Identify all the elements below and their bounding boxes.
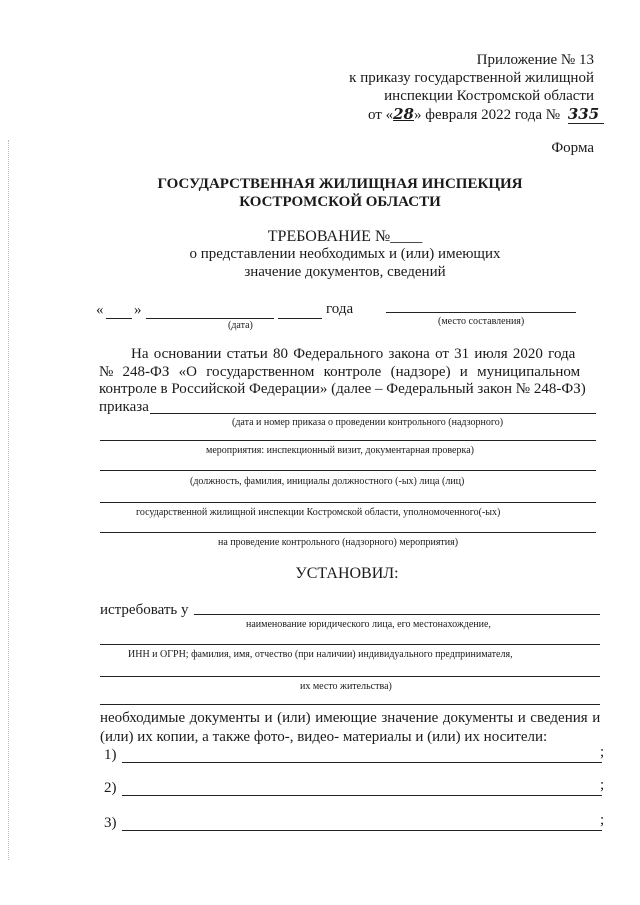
appendix-order-line: к приказу государственной жилищной [349,70,594,86]
documents-line1: необходимые документы и (или) имеющие значение документы и сведения и [100,710,601,726]
year-word: года [326,301,354,317]
documents-line2: (или) их копии, а также фото-, видео- материалы и (или) их носители: [100,729,548,745]
month-field[interactable] [146,318,274,319]
event-caption: мероприятия: инспекционный визит, документарная проверка) [206,445,474,456]
document-item-number: 1) [104,747,117,763]
document-item-end: ; [600,744,605,760]
date-caption: (дата) [228,320,253,331]
request-inn-caption: ИНН и ОГРН; фамилия, имя, отчество (при наличии) индивидуального предпринимателя, [128,649,513,660]
place-caption: (место составления) [438,316,525,327]
request-entity-caption: наименование юридического лица, его местонахождение, [246,619,491,630]
document-title: ТРЕБОВАНИЕ №____ [267,228,423,245]
official-field[interactable] [100,470,596,471]
date-close-quote: » [134,302,142,318]
handwritten-day: 28 [393,105,414,123]
basis-line3: контроле в Российской Федерации» (далее – Федеральный закон № 248-ФЗ) [99,381,586,397]
request-residence-field[interactable] [100,676,600,677]
appendix-date-line [368,105,604,124]
day-field[interactable] [106,318,132,319]
order-word: приказа [99,399,149,415]
document-item-end: ; [600,777,605,793]
basis-line2: № 248-ФЗ «О государственном контроле (надзоре) и муниципальном [99,364,581,380]
document-item-number: 2) [104,780,117,796]
event-authorized-caption: на проведение контрольного (надзорного) мероприятия) [218,537,459,548]
org-name-line2: КОСТРОМСКОЙ ОБЛАСТИ [239,194,441,210]
place-field[interactable] [386,312,576,313]
appendix-authority-line: инспекции Костромской области [384,88,594,104]
document-item-field[interactable] [122,795,602,796]
document-item-field[interactable] [122,830,602,831]
request-entity-field[interactable] [194,614,600,615]
year-field[interactable] [278,318,322,319]
form-label: Форма [551,140,594,156]
document-item-field[interactable] [122,762,602,763]
order-caption: (дата и номер приказа о проведении контрольного (надзорного) [232,417,504,428]
document-subtitle-line2: значение документов, сведений [244,264,446,280]
authority-caption: государственной жилищной инспекции Костромской области, уполномоченного(-ых) [136,507,501,518]
authority-field[interactable] [100,502,596,503]
date-open-quote: « [96,302,104,318]
order-field[interactable] [150,413,596,414]
document-subtitle-line1: о представлении необходимых и (или) имеющих [189,246,501,262]
handwritten-order-number: 335 [568,105,604,124]
event-field[interactable] [100,440,596,441]
request-residence-caption: их место жительства) [300,681,392,692]
request-inn-field[interactable] [100,644,600,645]
date-middle: » февраля 2022 года № [413,107,561,123]
org-name-line1: ГОСУДАРСТВЕННАЯ ЖИЛИЩНАЯ ИНСПЕКЦИЯ [157,176,523,192]
event-authorized-field[interactable] [100,532,596,533]
document-item-end: ; [600,812,605,828]
appendix-number: Приложение № 13 [476,52,594,68]
request-extra-field[interactable] [100,704,600,705]
request-word: истребовать у [100,602,189,618]
official-caption: (должность, фамилия, инициалы должностного (-ых) лица (лиц) [190,476,465,487]
basis-line1: На основании статьи 80 Федерального закона от 31 июля 2020 года [131,346,576,362]
document-item-number: 3) [104,815,117,831]
date-prefix: от « [368,107,394,123]
established-heading: УСТАНОВИЛ: [295,565,399,582]
